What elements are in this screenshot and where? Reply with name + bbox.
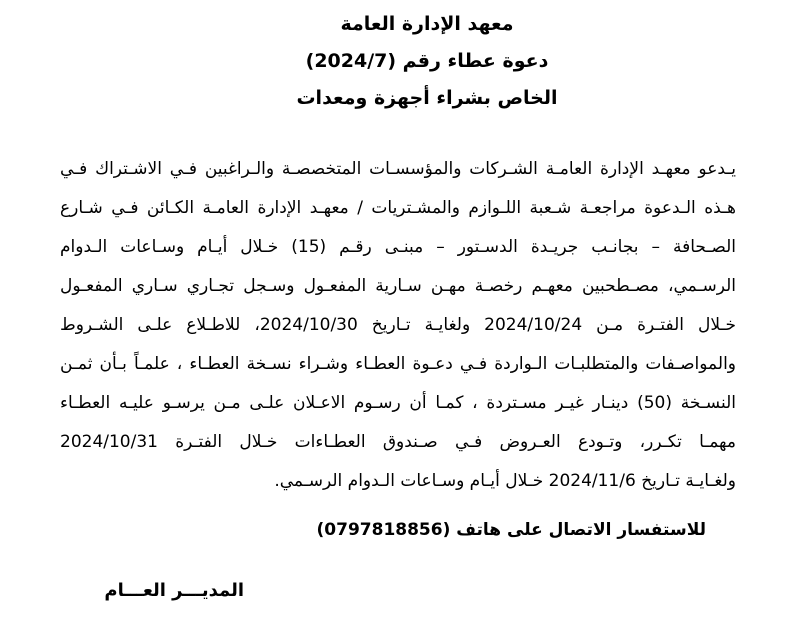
- tender-subject: الخاص بشراء أجهزة ومعدات: [296, 87, 558, 109]
- document-header: [0, 6, 794, 117]
- body-line: والمواصـفات والمتطلبـات الـواردة فـي دعـوة العطـاء وشـراء نسـخة العطـاء ، علمـاً بـأن ثمـن: [60, 354, 736, 374]
- body-line: الرسـمي، مصـطحبين معهـم رخصـة مهـن سـارية المفعـول وسـجل تجـاري سـاري المفعـول: [60, 276, 736, 296]
- body-line: مهمـا تكـرر، وتـودع العـروض فـي صـندوق العطـاءات خـلال الفتـرة 2024/10/31: [60, 432, 736, 452]
- signature-title: المديـــر العـــام: [104, 580, 244, 601]
- announcement-body: [60, 150, 736, 501]
- body-line: الصـحافة – بجانـب جريـدة الدسـتور – مبنـى رقـم (15) خـلال أيـام وسـاعات الـدوام: [60, 237, 737, 257]
- institute-name: معهد الإدارة العامة: [340, 13, 514, 35]
- body-line: النسـخة (50) دينـار غيـر مسـتردة ، كمـا أن رسـوم الاعـلان علـى مـن يرسـو عليـه العطـاء: [60, 393, 736, 413]
- body-line: ولغـايـة تـاريخ 2024/11/6 خـلال أيـام وسـاعات الـدوام الرسـمي.: [274, 471, 736, 491]
- body-line: يـدعو معهـد الإدارة العامـة الشـركات والمؤسسـات المتخصصـة والـراغبين فـي الاشـتراك فـي: [60, 159, 736, 179]
- inquiry-phone: للاستفسار الاتصال على هاتف (0797818856): [316, 520, 706, 540]
- body-line: خـلال الفتـرة مـن 2024/10/24 ولغايـة تـاريخ 2024/10/30، للاطـلاع علـى الشـروط: [60, 315, 736, 335]
- tender-number: دعوة عطاء رقم (2024/7): [305, 50, 549, 72]
- body-line: هـذه الـدعوة مراجعـة شـعبة اللـوازم والمشـتريات / معهـد الإدارة العامـة الكـائن فـي شـارع: [60, 198, 736, 218]
